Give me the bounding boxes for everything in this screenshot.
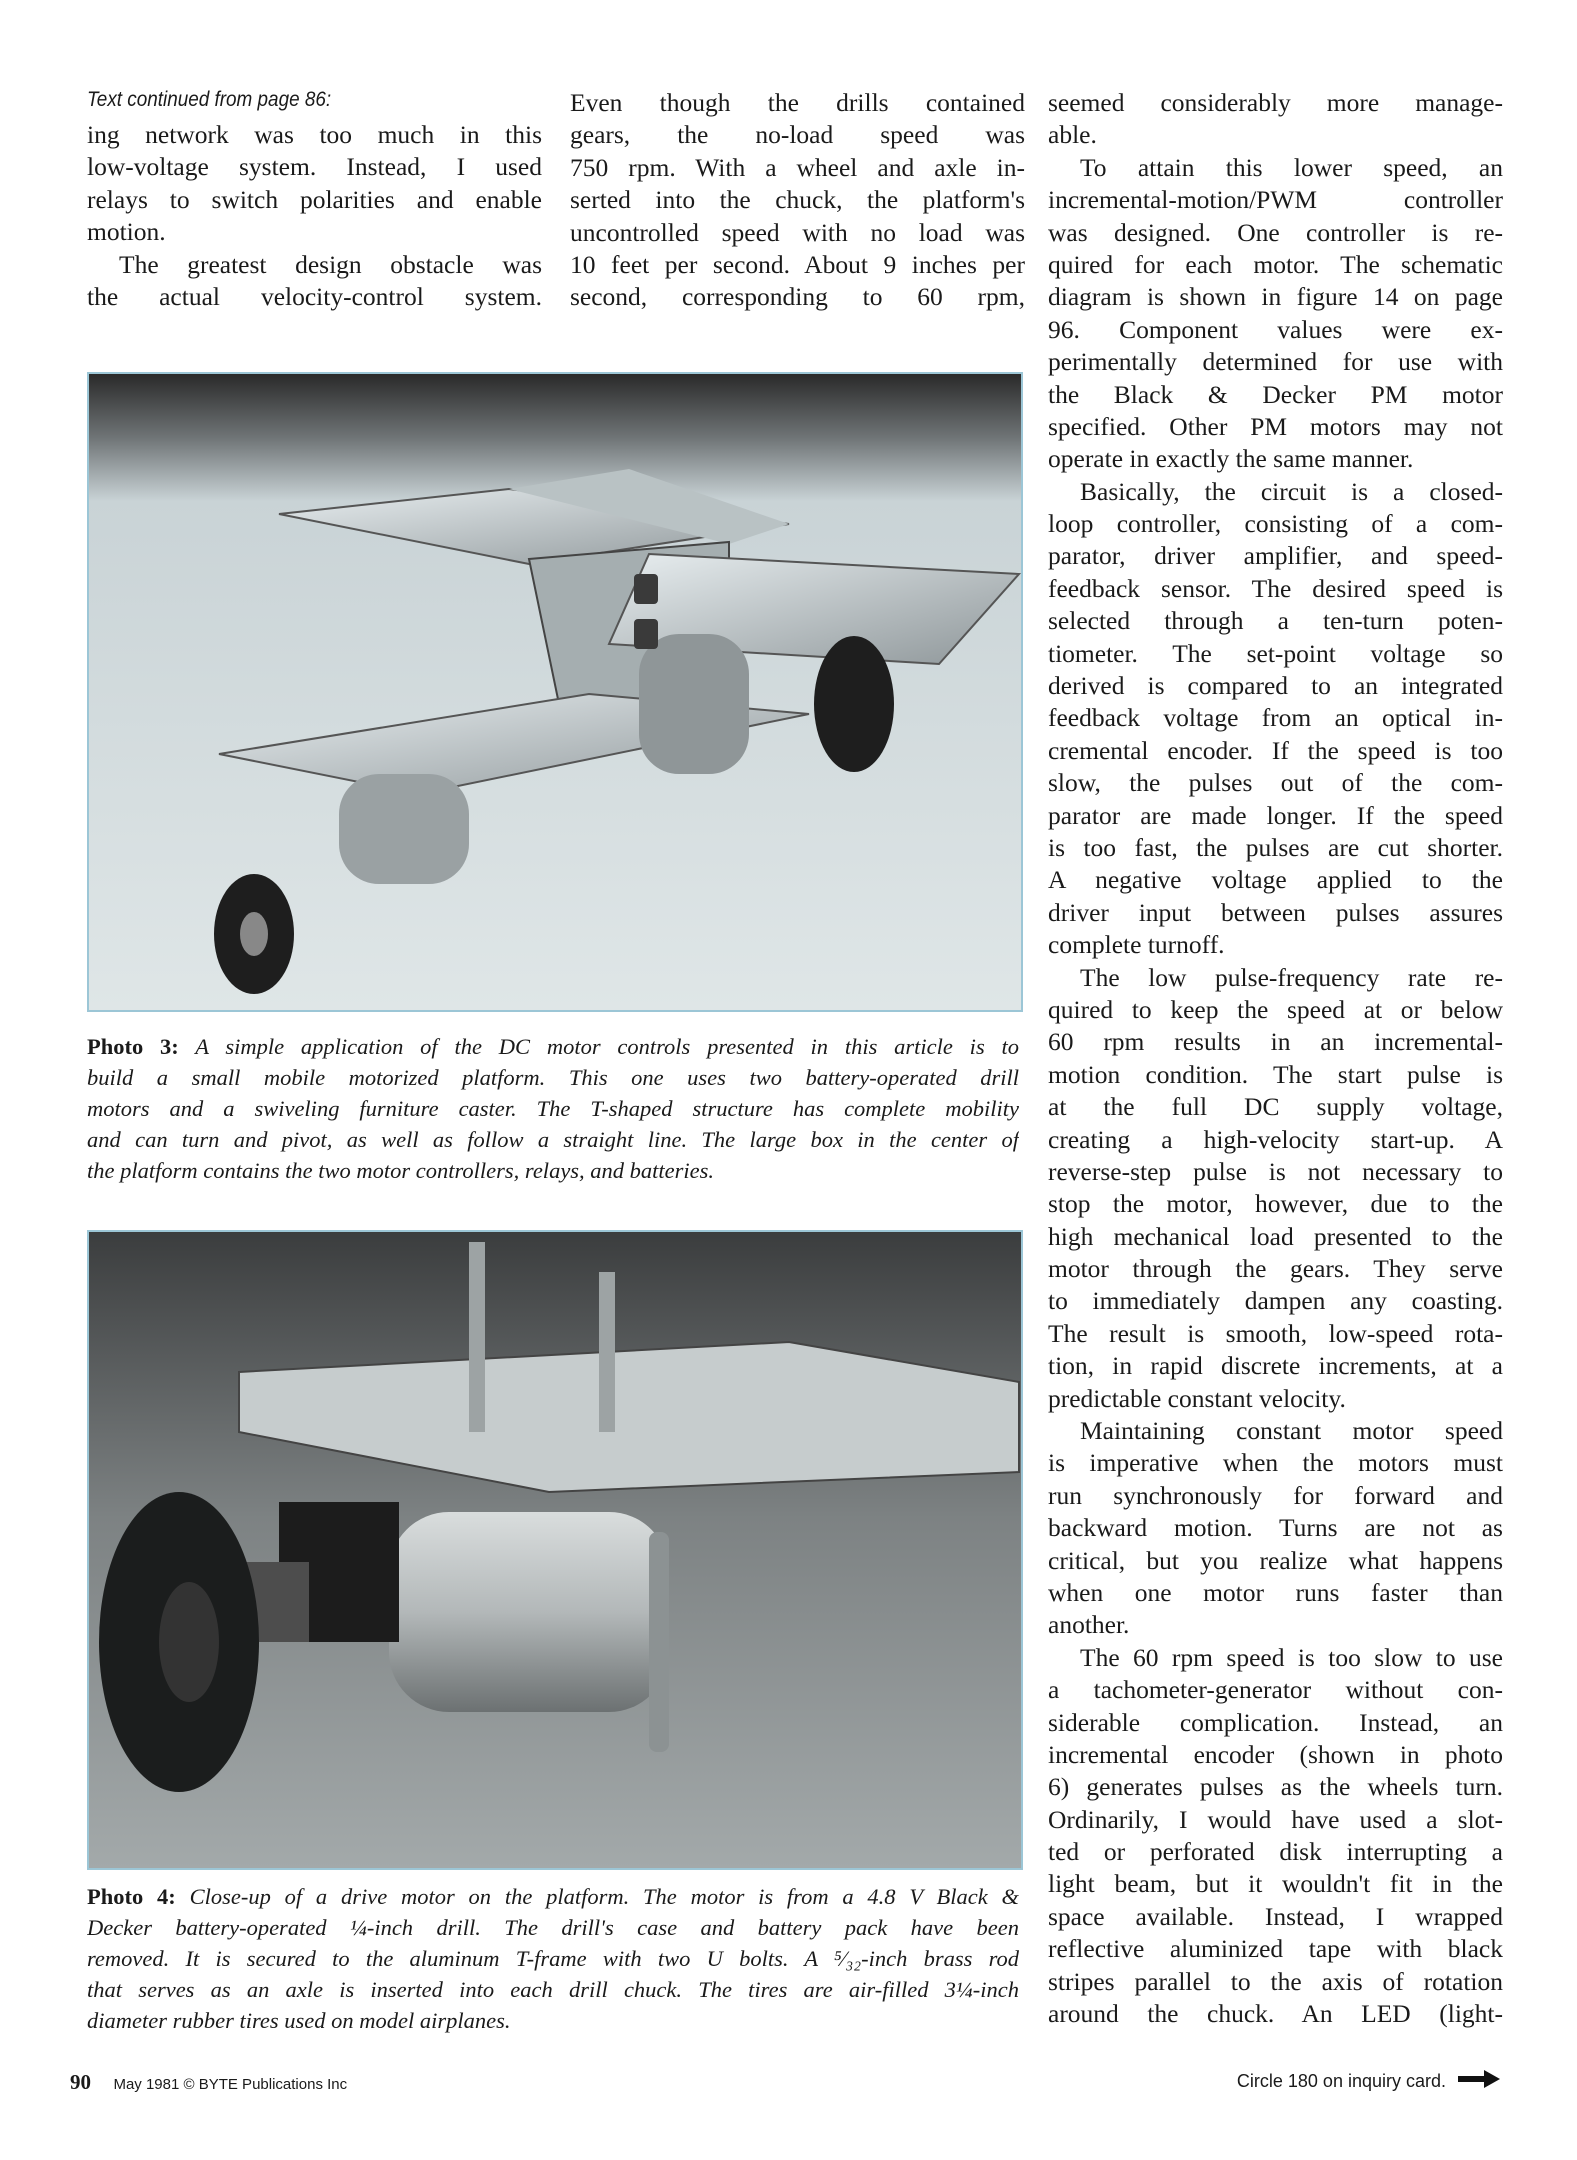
text-line: Even though the drills contained (570, 88, 1025, 117)
text-column-2 (570, 87, 1025, 314)
text-line: seemed considerably more manage- (1048, 88, 1503, 117)
right-arrow-icon (1458, 2070, 1500, 2093)
text-line: around the chuck. An LED (light- (1048, 1999, 1503, 2029)
text-line: parator are made longer. If the speed (1048, 800, 1503, 830)
text-line: critical, but you realize what happens (1048, 1545, 1503, 1575)
issue-credit: May 1981 © BYTE Publications Inc (113, 2076, 348, 2093)
caption-line: the platform contains the two motor controllers, relays, and batteries. (87, 1158, 715, 1183)
text-line: cremental encoder. If the speed is too (1048, 735, 1503, 765)
text-line: diagram is shown in figure 14 on page (1048, 282, 1503, 312)
text-line: stop the motor, however, due to the (1048, 1189, 1503, 1219)
caption-line: Decker battery-operated ¼-inch drill. The drill's case and battery pack have been (87, 1915, 1019, 1940)
photo-4-drive-motor (87, 1230, 1023, 1870)
photo-3-image (89, 374, 1021, 1010)
text-line: high mechanical load presented to the (1048, 1221, 1503, 1251)
text-line: A negative voltage applied to the (1048, 865, 1503, 895)
text-line: selected through a ten-turn poten- (1048, 606, 1503, 636)
text-line: motion condition. The start pulse is (1048, 1059, 1503, 1089)
caption-line: removed. It is secured to the aluminum T-frame with two U bolts. A ⁵⁄₃₂-inch brass rod (87, 1946, 1019, 1971)
text-line: 6) generates pulses as the wheels turn. (1048, 1772, 1503, 1802)
text-line: predictable constant velocity. (1048, 1383, 1346, 1413)
text-line: motion. (87, 217, 166, 247)
text-line: incremental-motion/PWM controller (1048, 185, 1503, 215)
caption-text: Close-up of a drive motor on the platform. The motor is from a 4.8 V Black & (189, 1884, 1019, 1909)
text-line: tion, in rapid discrete increments, at a (1048, 1351, 1503, 1381)
inquiry-text: Circle 180 on inquiry card. (1236, 2071, 1446, 2091)
text-line: run synchronously for forward and (1048, 1480, 1503, 1510)
text-line: specified. Other PM motors may not (1048, 411, 1503, 441)
text-line: driver input between pulses assures (1048, 897, 1503, 927)
text-line: the Black & Decker PM motor (1048, 379, 1503, 409)
text-line: quired for each motor. The schematic (1048, 249, 1503, 279)
text-line: uncontrolled speed with no load was (570, 217, 1025, 247)
text-line: quired to keep the speed at or below (1048, 994, 1503, 1024)
photo-label: Photo 4: (87, 1884, 176, 1909)
text-line: another. (1048, 1610, 1130, 1640)
text-line: loop controller, consisting of a com- (1048, 509, 1503, 539)
text-line: a tachometer-generator without con- (1048, 1675, 1503, 1705)
text-line: slow, the pulses out of the com- (1048, 768, 1503, 798)
text-line: derived is compared to an integrated (1048, 671, 1503, 701)
text-line: perimentally determined for use with (1048, 347, 1503, 377)
text-line: To attain this lower speed, an (1080, 152, 1503, 182)
text-column-3 (1048, 87, 1503, 2030)
text-line: The 60 rpm speed is too slow to use (1080, 1642, 1503, 1672)
text-line: The low pulse-frequency rate re- (1080, 962, 1503, 992)
text-line: space available. Instead, I wrapped (1048, 1901, 1503, 1931)
caption-line (87, 1881, 1019, 1912)
text-line: creating a high-velocity start-up. A (1048, 1124, 1503, 1154)
text-line: gears, the no-load speed was (570, 120, 1025, 150)
text-line: reverse-step pulse is not necessary to (1048, 1156, 1503, 1186)
caption-line: and can turn and pivot, as well as follow a straight line. The large box in the center of (87, 1127, 1019, 1152)
text-line: to immediately dampen any coasting. (1048, 1286, 1503, 1316)
caption-line: that serves as an axle is inserted into each drill chuck. The tires are air-filled 3¼-inch (87, 1977, 1019, 2002)
text-line: able. (1048, 120, 1097, 150)
text-line: complete turnoff. (1048, 930, 1225, 960)
text-line: light beam, but it wouldn't fit in the (1048, 1869, 1503, 1899)
text-line: 96. Component values were ex- (1048, 314, 1503, 344)
text-column-1 (87, 119, 542, 313)
text-line: the actual velocity-control system. (87, 281, 542, 311)
text-line: at the full DC supply voltage, (1048, 1092, 1503, 1122)
text-line: ted or perforated disk interrupting a (1048, 1837, 1503, 1867)
text-line: motor through the gears. They serve (1048, 1254, 1503, 1284)
text-line: 750 rpm. With a wheel and axle in- (570, 152, 1025, 182)
text-line: low-voltage system. Instead, I used (87, 152, 542, 182)
inquiry-note (1237, 2070, 1500, 2093)
text-line: when one motor runs faster than (1048, 1577, 1503, 1607)
caption-line: motors and a swiveling furniture caster. The T-shaped structure has complete mobility (87, 1096, 1019, 1121)
page-footer-left (70, 2070, 347, 2095)
text-line: feedback sensor. The desired speed is (1048, 573, 1503, 603)
caption-line (87, 1031, 1019, 1062)
photo-3-caption (87, 1031, 1019, 1186)
text-line: relays to switch polarities and enable (87, 184, 542, 214)
text-line: 10 feet per second. About 9 inches per (570, 249, 1025, 279)
caption-text: A simple application of the DC motor controls presented in this article is to (195, 1034, 1019, 1059)
caption-line: diameter rubber tires used on model airplanes. (87, 2008, 511, 2033)
text-line: The result is smooth, low-speed rota- (1048, 1318, 1503, 1348)
text-line: Maintaining constant motor speed (1080, 1416, 1503, 1446)
text-line: serted into the chuck, the platform's (570, 185, 1025, 215)
text-line: Basically, the circuit is a closed- (1080, 476, 1503, 506)
text-line: operate in exactly the same manner. (1048, 444, 1414, 474)
text-line: parator, driver amplifier, and speed- (1048, 541, 1503, 571)
text-line: second, corresponding to 60 rpm, (570, 282, 1025, 312)
caption-line: build a small mobile motorized platform. This one uses two battery-operated drill (87, 1065, 1019, 1090)
text-line: backward motion. Turns are not as (1048, 1513, 1503, 1543)
text-line: 60 rpm results in an incremental- (1048, 1027, 1503, 1057)
text-line: ing network was too much in this (87, 120, 542, 149)
text-line: is too fast, the pulses are cut shorter. (1048, 832, 1503, 862)
photo-4-caption (87, 1881, 1019, 2036)
continuation-kicker: Text continued from page 86: (87, 88, 332, 111)
text-line: feedback voltage from an optical in- (1048, 703, 1503, 733)
page-number: 90 (70, 2070, 91, 2094)
photo-3-mobile-platform (87, 372, 1023, 1012)
photo-label: Photo 3: (87, 1034, 179, 1059)
text-line: is imperative when the motors must (1048, 1448, 1503, 1478)
text-line: was designed. One controller is re- (1048, 217, 1503, 247)
text-line: incremental encoder (shown in photo (1048, 1739, 1503, 1769)
text-line: tiometer. The set-point voltage so (1048, 638, 1503, 668)
text-line: reflective aluminized tape with black (1048, 1934, 1503, 1964)
text-line: The greatest design obstacle was (119, 249, 542, 279)
photo-4-image (89, 1232, 1021, 1868)
text-line: stripes parallel to the axis of rotation (1048, 1966, 1503, 1996)
text-line: siderable complication. Instead, an (1048, 1707, 1503, 1737)
text-line: Ordinarily, I would have used a slot- (1048, 1804, 1503, 1834)
